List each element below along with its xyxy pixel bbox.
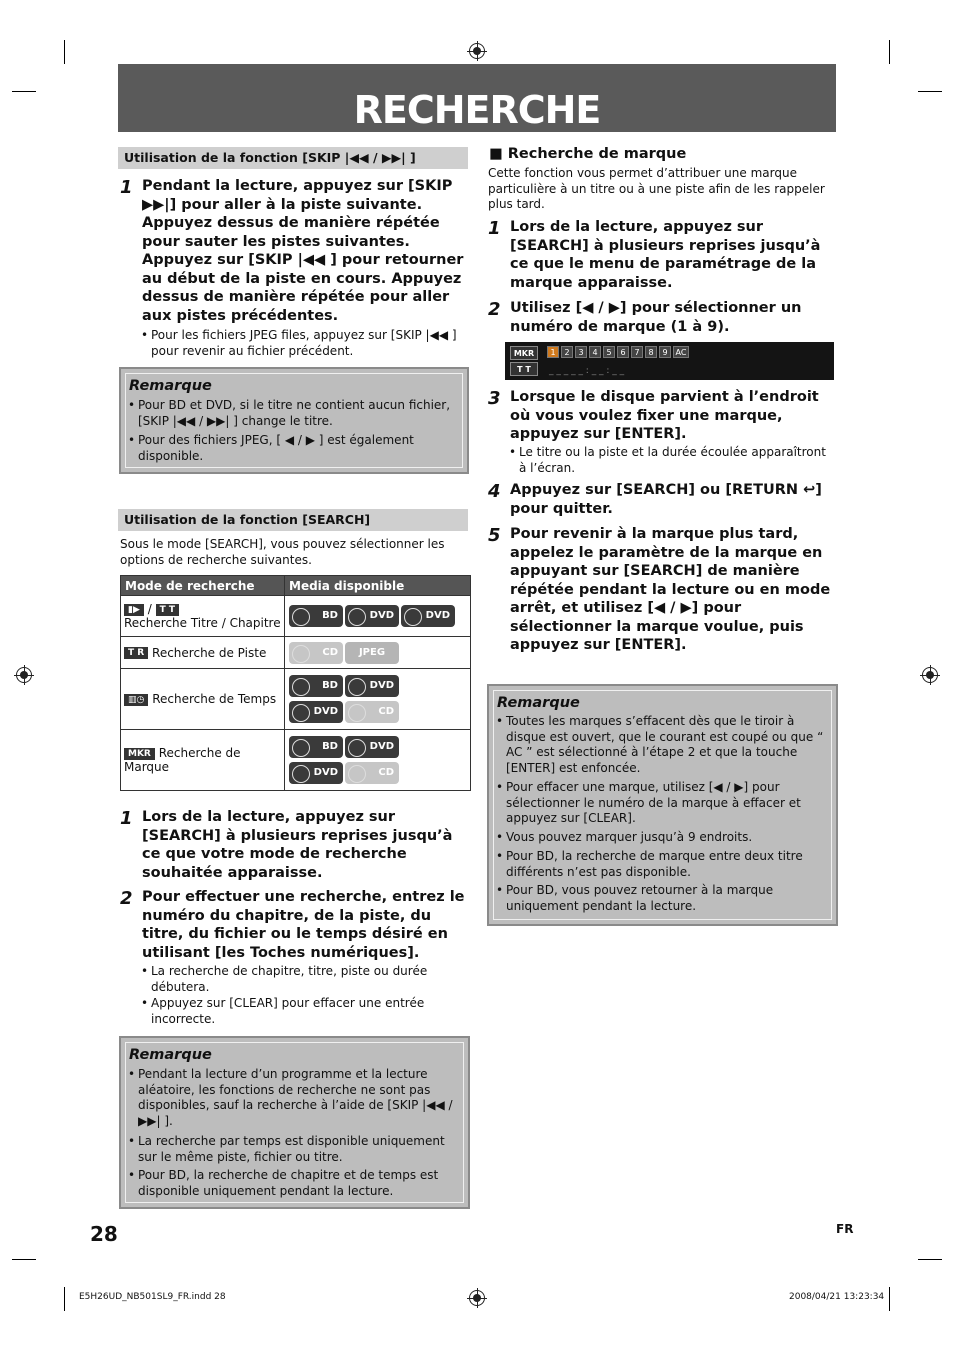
dvd-video-disc-icon: DVD [345, 736, 399, 758]
step-search-2: 2 Pour effectuer une recherche, entrez le numéro du chapitre, de la piste, du titre, du fichier ou le temps désiré en utilisant [les Toches numériques]. [120, 888, 465, 961]
osd-cell: 6 [617, 346, 629, 358]
tr-icon: T R [124, 647, 148, 659]
footer-file: E5H26UD_NB501SL9_FR.indd 28 [79, 1292, 226, 1302]
search-intro: Sous le mode [SEARCH], vous pouvez sélectionner les options de recherche suivantes. [120, 537, 445, 567]
dvd-video-disc-icon: DVD [345, 675, 399, 697]
osd-cell: 8 [645, 346, 657, 358]
osd-times: _ _ _ _ _ : _ _ : _ _ [549, 366, 625, 376]
bd-disc-icon: BD [289, 675, 343, 697]
cd-disc-icon: CD [289, 642, 343, 664]
search-bullet-1: • La recherche de chapitre, titre, piste ou durée débutera. [141, 964, 461, 995]
section-search: Utilisation de la fonction [SEARCH] [118, 509, 468, 531]
marker-osd [505, 342, 834, 380]
mkr-icon: MKR [124, 748, 155, 760]
step-skip-1: 1 Pendant la lecture, appuyez sur [SKIP ▶▶|] pour aller à la piste suivante. Appuyez dessus de manière répétée pour sauter les pistes suivantes. Appuyez sur [SKIP |◀◀ ] pour retourner au début de la piste en cours. Appuyez dessus de manière répétée pour aller aux pistes précédentes. [120, 177, 464, 324]
osd-cell: 2 [561, 346, 573, 358]
note-marker: Remarque • Toutes les marques s’effacent dès que le tiroir à disque est ouvert, que le courant est coupé ou que “ AC ” est sélectionné à l’étape 2 et que la touche [ENTER] est enfoncée. • Pour effacer une marque, utilisez [◀ / ▶] pour sélectionner le numéro de la marque à effacer et appuyez sur [CLEAR]. • Vous pouvez marquer jusqu’à 9 endroits. • Pour BD, la recherche de marque entre deux titre différents n’est pas disponible. • Pour BD, vous pouvez retourner à la marque uniquement pendant la lecture. [487, 684, 838, 926]
bd-disc-icon: BD [289, 605, 343, 627]
search-modes-table [120, 575, 471, 791]
table-row: ▮▶ / T T Recherche Titre / Chapitre BD DVD DVD [121, 596, 471, 637]
play-icon: ▮▶ [124, 604, 144, 616]
cd-disc-icon: CD [345, 762, 399, 784]
note-search: Remarque • Pendant la lecture d’un programme et la lecture aléatoire, les fonctions de recherche ne sont pas disponibles, sauf la recherche à l’aide de [SKIP |◀◀ / ▶▶| ]. • La recherche par temps est disponible uniquement sur le même piste, fichier ou titre. • Pour BD, la recherche de chapitre et de temps est disponible uniquement pendant la lecture. [119, 1036, 470, 1209]
dvd-vr-disc-icon: DVD [289, 701, 343, 723]
step-marker-4: 4 Appuyez sur [SEARCH] ou [RETURN ↩] pour quitter. [488, 481, 822, 517]
section-skip: Utilisation de la fonction [SKIP |◀◀ / ▶▶| ] [118, 147, 468, 169]
marker-bullet: • Le titre ou la piste et la durée écoulée apparaîtront à l’écran. [509, 445, 829, 476]
search-bullet-2: • Appuyez sur [CLEAR] pour effacer une entrée incorrecte. [141, 996, 461, 1027]
title-banner [118, 64, 836, 132]
osd-cell-ac: AC [673, 346, 689, 358]
tt-icon: T T [156, 604, 179, 616]
square-bullet-icon: ■ [489, 146, 503, 162]
jpeg-icon: JPEG [345, 642, 399, 664]
step-marker-2: 2 Utilisez [◀ / ▶] pour sélectionner un numéro de marque (1 à 9). [488, 299, 802, 335]
table-row: ▥◷ Recherche de Temps BD DVD DVD CD [121, 669, 471, 730]
marker-intro: Cette fonction vous permet d’attribuer une marque particulière à un titre ou à une piste afin de les rappeler plus tard. [488, 166, 825, 211]
header-mode: Mode de recherche [121, 576, 285, 596]
dvd-video-disc-icon: DVD [345, 605, 399, 627]
page-number: 28 [90, 1222, 118, 1246]
clock-icon: ▥◷ [124, 694, 148, 706]
step-search-1: 1 Lors de la lecture, appuyez sur [SEARCH] à plusieurs reprises jusqu’à ce que votre mode de recherche souhaitée apparaisse. [120, 808, 453, 881]
osd-cell: 7 [631, 346, 643, 358]
osd-cell: 1 [547, 346, 559, 358]
cd-disc-icon: CD [345, 701, 399, 723]
table-row: T R Recherche de Piste CD JPEG [121, 637, 471, 669]
step-marker-5: 5 Pour revenir à la marque plus tard, appelez le paramètre de la marque en appuyant sur [SEARCH] de manière répétée pendant la lecture ou en mode arrêt, et utilisez [◀ / ▶] pour sélectionner la marque voulue, puis appuyez sur [ENTER]. [488, 525, 831, 653]
footer-date: 2008/04/21 13:23:34 [789, 1292, 885, 1302]
osd-cell: 3 [575, 346, 587, 358]
table-header [121, 576, 471, 596]
note-skip: Remarque • Pour BD et DVD, si le titre ne contient aucun fichier, [SKIP |◀◀ / ▶▶| ] change le titre. • Pour des fichiers JPEG, [ ◀ / ▶ ] est également disponible. [119, 367, 469, 474]
bd-disc-icon: BD [289, 736, 343, 758]
osd-cell: 9 [659, 346, 671, 358]
language-label: FR [836, 1222, 854, 1236]
osd-cell: 4 [589, 346, 601, 358]
step-marker-1: 1 Lors de la lecture, appuyez sur [SEARCH] à plusieurs reprises jusqu’à ce que le menu de paramétrage de la marque apparaisse. [488, 218, 821, 291]
osd-cell: 5 [603, 346, 615, 358]
table-row: MKR Recherche de Marque BD DVD DVD CD [121, 730, 471, 791]
page-title: RECHERCHE [353, 88, 601, 132]
dvd-vr-disc-icon: DVD [289, 762, 343, 784]
osd-tt-label: T T [510, 362, 538, 376]
skip-bullet: • Pour les fichiers JPEG files, appuyez sur [SKIP |◀◀ ] pour revenir au fichier précédent. [141, 328, 461, 359]
osd-mkr-label: MKR [510, 346, 538, 360]
section-marker: ■ Recherche de marque [489, 146, 687, 162]
dvd-vr-disc-icon: DVD [401, 605, 455, 627]
step-marker-3: 3 Lorsque le disque parvient à l’endroit où vous voulez fixer une marque, appuyez sur [ENTER]. [488, 388, 819, 442]
header-media: Media disponible [285, 576, 471, 596]
